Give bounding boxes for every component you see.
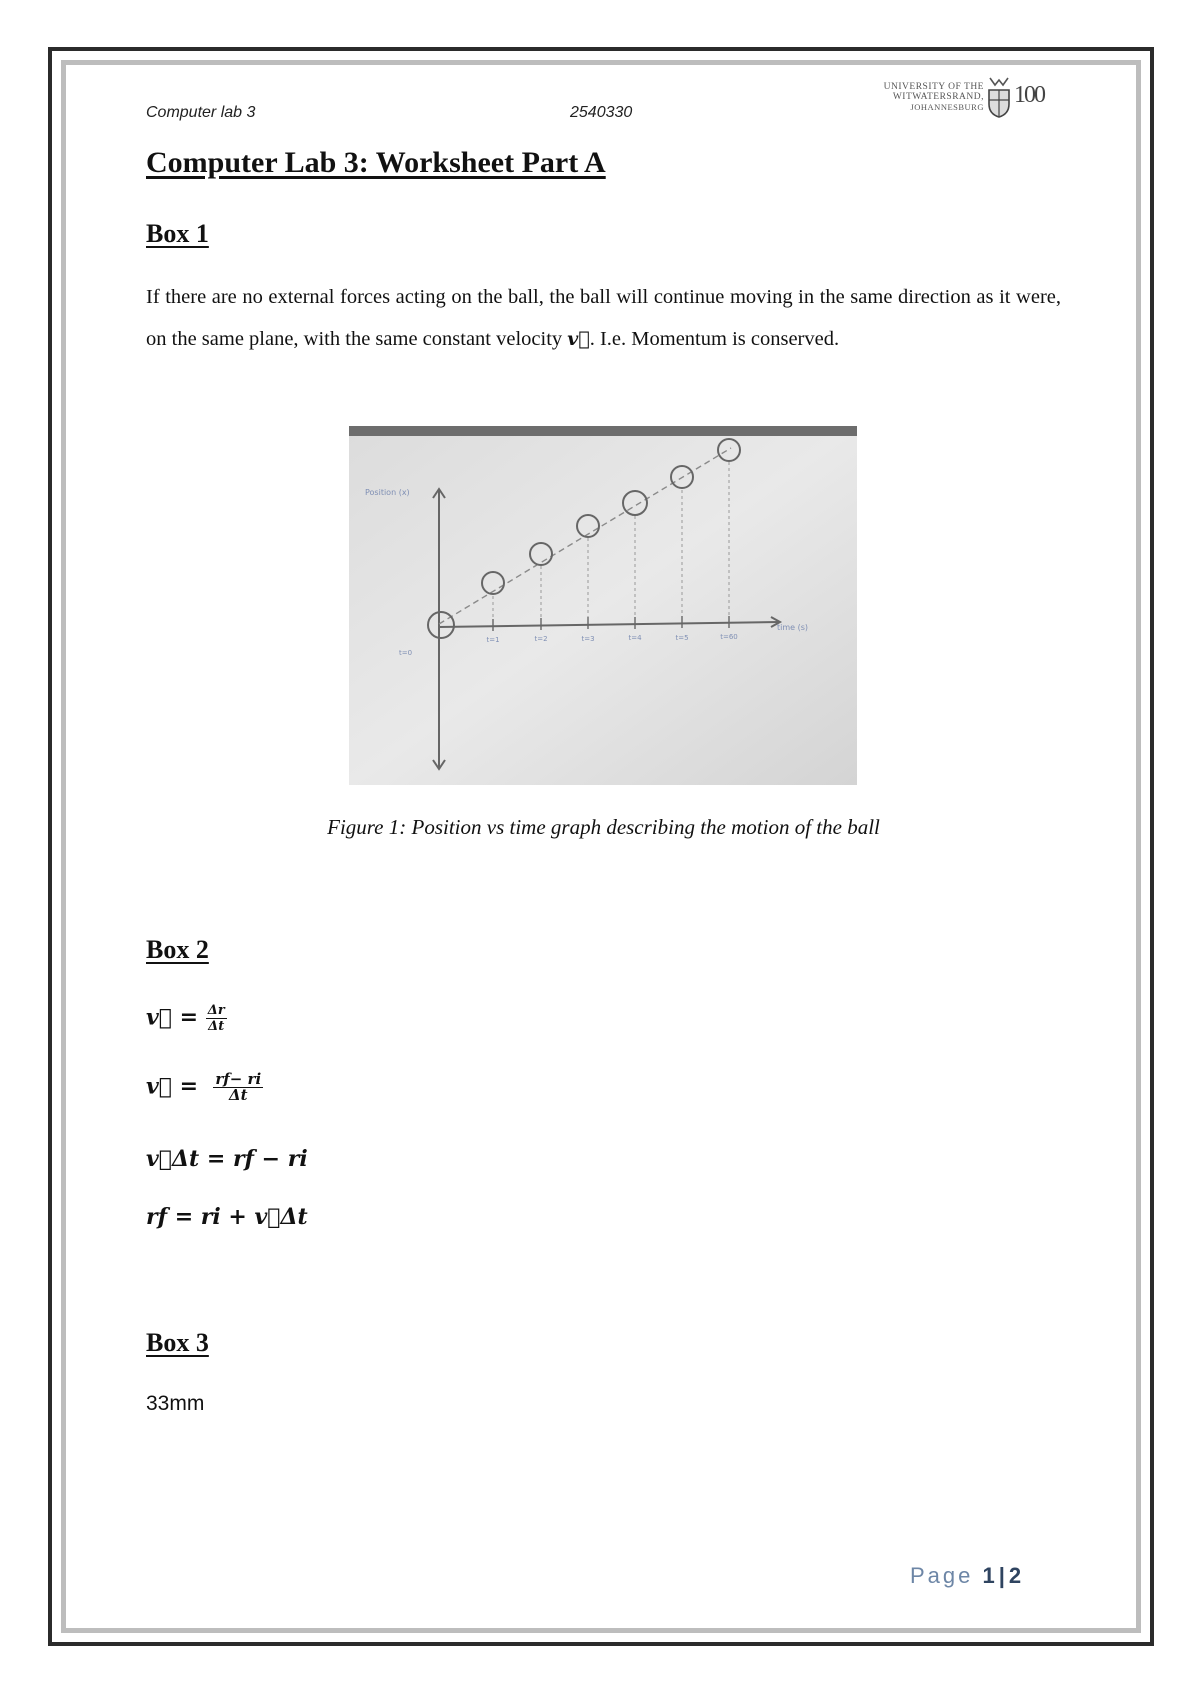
university-logo <box>874 74 1060 124</box>
eq1-denominator: Δt <box>208 1019 225 1034</box>
tick-label-5: t=5 <box>675 634 689 642</box>
box1-paragraph: If there are no external forces acting on the ball, the ball will continue moving in the same direction as it were, on the same plane, with the same constant velocity v⃗. I.e. Momentum is conserved. <box>146 286 1061 350</box>
x-axis-label: time (s) <box>777 623 809 632</box>
eq2-numerator: rf− ri <box>215 1070 262 1088</box>
header-left: Computer lab 3 <box>146 104 256 121</box>
box3-answer: 33mm <box>146 1392 205 1415</box>
velocity-symbol: v⃗ <box>567 328 590 350</box>
eq1-numerator: Δr <box>207 1003 225 1018</box>
tick-label-4: t=4 <box>628 634 642 642</box>
equation-1: v⃗ = $\frac{\Delta r}{\Delta t}$ <box>146 1003 225 1034</box>
tick-label-60: t=60 <box>720 633 738 641</box>
tick-label-1: t=1 <box>486 636 500 644</box>
anniversary-mark: 100 <box>1014 82 1044 108</box>
box1-heading: Box 1 <box>146 219 209 248</box>
equation-3: v⃗Δt = rf − ri <box>146 1146 308 1172</box>
page-title: Computer Lab 3: Worksheet Part A <box>146 146 606 179</box>
y-axis-label: Position (x) <box>365 488 410 497</box>
photo-background <box>349 426 857 785</box>
university-name: UNIVERSITY OF THE WITWATERSRAND, JOHANNESBURG <box>883 82 984 112</box>
tick-label-2: t=2 <box>534 635 548 643</box>
box3-heading: Box 3 <box>146 1328 209 1357</box>
position-time-figure <box>349 426 857 785</box>
origin-label: t=0 <box>399 649 413 657</box>
tick-label-3: t=3 <box>581 635 595 643</box>
page-number: Page 1 | 2 <box>910 1563 1022 1588</box>
header-center: 2540330 <box>570 104 633 121</box>
equation-4: rf = ri + v⃗Δt <box>146 1204 308 1230</box>
crest-icon <box>986 76 1012 118</box>
equation-2: v⃗ = $\frac{rf- ri}{\Delta t}$ <box>146 1070 262 1104</box>
eq2-denominator: Δt <box>228 1086 248 1104</box>
box2-heading: Box 2 <box>146 935 209 964</box>
photo-top-edge <box>349 426 857 436</box>
figure-caption: Figure 1: Position vs time graph describing the motion of the ball <box>327 815 880 839</box>
